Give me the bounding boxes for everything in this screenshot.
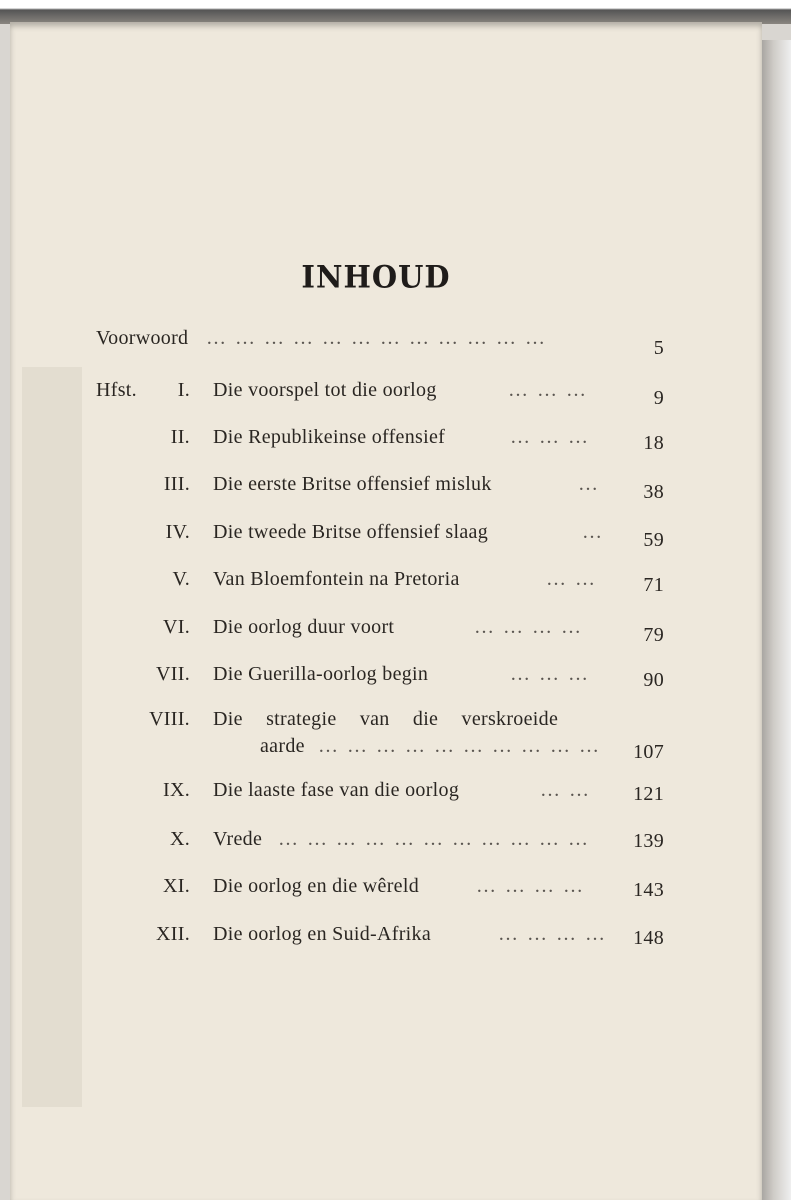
chapter-number: XII. bbox=[156, 923, 190, 945]
toc-entry-preface bbox=[10, 327, 770, 357]
entry-title: Vrede bbox=[213, 828, 263, 850]
entry-title: Voorwoord bbox=[96, 327, 189, 349]
leader-dots: … … … … bbox=[474, 616, 583, 638]
page-number: 9 bbox=[653, 387, 664, 409]
chapter-number: VIII. bbox=[149, 708, 190, 730]
leader-dots: … bbox=[582, 521, 604, 543]
book-page bbox=[10, 22, 762, 1200]
toc-entry bbox=[10, 616, 770, 646]
chapter-number: II. bbox=[170, 426, 190, 448]
entry-title-continuation: aarde bbox=[260, 735, 305, 757]
page-number: 121 bbox=[633, 783, 664, 805]
chapter-number: IV. bbox=[165, 521, 190, 543]
entry-title: Die laaste fase van die oorlog bbox=[213, 779, 460, 801]
chapter-number: I. bbox=[177, 379, 190, 401]
leader-dots: … … bbox=[540, 779, 591, 801]
entry-title: Die voorspel tot die oorlog bbox=[213, 379, 437, 401]
leader-dots: … … … bbox=[510, 663, 590, 685]
chapter-number: V. bbox=[172, 568, 190, 590]
page-number: 38 bbox=[643, 481, 664, 503]
chapter-number: IX. bbox=[162, 779, 190, 801]
entry-title: Die Guerilla-oorlog begin bbox=[213, 663, 429, 685]
toc-entry bbox=[10, 875, 770, 905]
page-number: 5 bbox=[653, 337, 664, 359]
toc-entry bbox=[10, 473, 770, 503]
toc-entry-continuation bbox=[10, 735, 770, 765]
page-number: 143 bbox=[633, 879, 664, 901]
leader-dots: … … bbox=[546, 568, 597, 590]
toc-entry bbox=[10, 521, 770, 551]
entry-title: Die Republikeinse offensief bbox=[213, 426, 446, 448]
toc-entry bbox=[10, 426, 770, 456]
leader-dots: … … … … bbox=[498, 923, 607, 945]
toc-entry bbox=[10, 779, 770, 809]
chapter-number: XI. bbox=[162, 875, 190, 897]
entry-title: Die tweede Britse offensief slaag bbox=[213, 521, 488, 543]
leader-dots: … … … … … … … … … … … … bbox=[206, 327, 547, 349]
page-number: 90 bbox=[643, 669, 664, 691]
toc-entry bbox=[10, 923, 770, 953]
page-number: 18 bbox=[643, 432, 664, 454]
scan-right-edge bbox=[762, 40, 791, 1200]
toc-title: INHOUD bbox=[301, 259, 451, 295]
toc-entry bbox=[10, 379, 770, 409]
leader-dots: … … … … … … … … … … … bbox=[278, 828, 590, 850]
chapter-number: VI. bbox=[162, 616, 190, 638]
chapter-number: III. bbox=[163, 473, 190, 495]
leader-dots: … bbox=[578, 473, 600, 495]
page-number: 107 bbox=[633, 741, 664, 763]
toc-entry bbox=[10, 708, 770, 738]
entry-title: Van Bloemfontein na Pretoria bbox=[213, 568, 460, 590]
leader-dots: … … … … bbox=[476, 875, 585, 897]
entry-title: Die oorlog en die wêreld bbox=[213, 875, 420, 897]
chapter-number: VII. bbox=[156, 663, 190, 685]
chapter-number: X. bbox=[169, 828, 190, 850]
leader-dots: … … … bbox=[508, 379, 588, 401]
toc-entry bbox=[10, 568, 770, 598]
entry-title: Die eerste Britse offensief misluk bbox=[213, 473, 492, 495]
leader-dots: … … … bbox=[510, 426, 590, 448]
page-number: 71 bbox=[643, 574, 664, 596]
scan-top-edge bbox=[0, 0, 791, 24]
toc-entry bbox=[10, 663, 770, 693]
leader-dots: … … … … … … … … … … bbox=[318, 735, 601, 757]
page-number: 59 bbox=[643, 529, 664, 551]
page-number: 139 bbox=[633, 830, 664, 852]
toc-entry bbox=[10, 828, 770, 858]
page-number: 148 bbox=[633, 927, 664, 949]
entry-title: Die strategie van die verskroeide bbox=[213, 708, 559, 730]
entry-title: Die oorlog en Suid-Afrika bbox=[213, 923, 432, 945]
page-number: 79 bbox=[643, 624, 664, 646]
entry-title: Die oorlog duur voort bbox=[213, 616, 395, 638]
chapter-prefix: Hfst. bbox=[96, 379, 137, 401]
